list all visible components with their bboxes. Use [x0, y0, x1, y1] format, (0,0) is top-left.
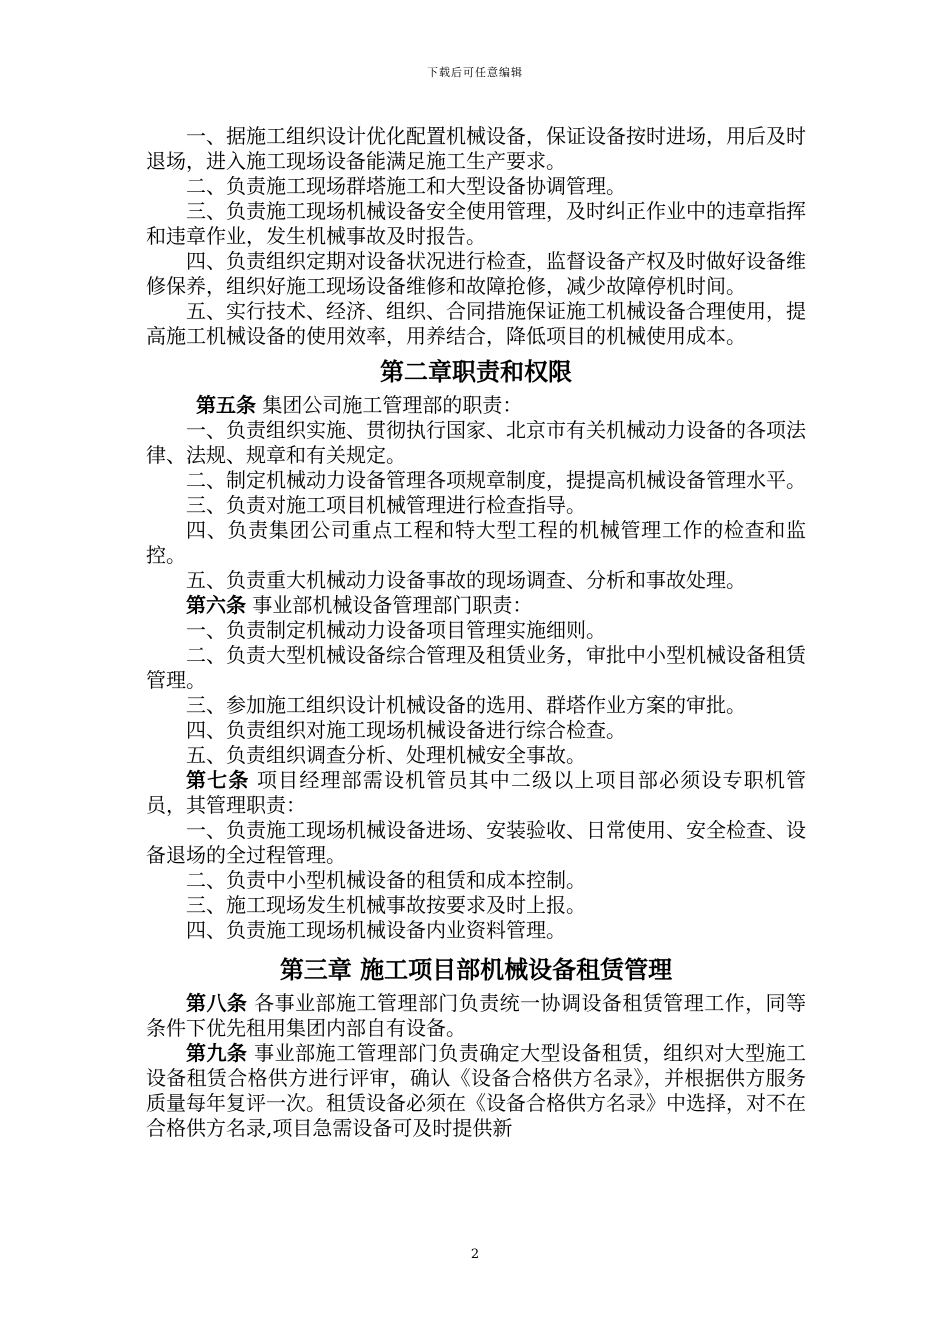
article-paragraph — [146, 393, 806, 418]
article-text: 各事业部施工管理部门负责统一协调设备租赁管理工作，同等条件下优先租用集团内部自有设备。 — [146, 991, 807, 1040]
chapter-heading: 第二章职责和权限 — [380, 357, 572, 386]
paragraph: 四、负责组织定期对设备状况进行检查，监督设备产权及时做好设备维修保养，组织好施工现场设备维修和故障抢修，减少故障停机时间。 — [146, 249, 806, 298]
paragraph: 二、制定机械动力设备管理各项规章制度，提提高机械设备管理水平。 — [186, 468, 806, 492]
article-label: 第七条 — [186, 768, 250, 792]
paragraph: 一、负责制定机械动力设备项目管理实施细则。 — [186, 618, 606, 642]
article-paragraph — [146, 991, 806, 1041]
article-label: 第六条 — [186, 593, 246, 617]
paragraph: 四、负责集团公司重点工程和特大型工程的机械管理工作的检查和监控。 — [146, 518, 806, 567]
page-number: 2 — [470, 1247, 480, 1262]
document-body — [146, 124, 806, 1141]
article-label: 第八条 — [186, 991, 248, 1015]
article-text: 项目经理部需设机管员其中二级以上项目部必须设专职机管员，其管理职责： — [146, 768, 807, 817]
article-label: 第五条 — [196, 393, 256, 417]
article-paragraph — [146, 768, 806, 818]
paragraph: 二、负责中小型机械设备的租赁和成本控制。 — [186, 868, 586, 892]
paragraph: 四、负责组织对施工现场机械设备进行综合检查。 — [186, 718, 626, 742]
article-text: 事业部机械设备管理部门职责： — [246, 593, 533, 617]
paragraph: 五、负责组织调查分析、处理机械安全事故。 — [186, 743, 586, 767]
paragraph: 五、实行技术、经济、组织、合同措施保证施工机械设备合理使用，提高施工机械设备的使用效率，用养结合，降低项目的机械使用成本。 — [146, 299, 806, 348]
page-header: 下载后可任意编辑 — [427, 66, 523, 79]
paragraph: 五、负责重大机械动力设备事故的现场调查、分析和事故处理。 — [186, 568, 746, 592]
paragraph: 二、负责大型机械设备综合管理及租赁业务，审批中小型机械设备租赁管理。 — [146, 643, 806, 692]
paragraph: 三、参加施工组织设计机械设备的选用、群塔作业方案的审批。 — [186, 693, 746, 717]
article-paragraph — [146, 1041, 806, 1141]
paragraph: 三、负责对施工项目机械管理进行检查指导。 — [186, 493, 586, 517]
paragraph: 三、施工现场发生机械事故按要求及时上报。 — [186, 893, 586, 917]
article-text: 集团公司施工管理部的职责： — [256, 393, 523, 417]
article-text: 事业部施工管理部门负责确定大型设备租赁，组织对大型施工设备租赁合格供方进行评审，确认《设备合格供方名录》，并根据供方服务质量每年复评一次。租赁设备必须在《设备合格供方名录》中选择，对不在合格供方名录,项目急需设备可及时提供新 — [146, 1041, 807, 1140]
paragraph: 三、负责施工现场机械设备安全使用管理，及时纠正作业中的违章指挥和违章作业，发生机械事故及时报告。 — [146, 199, 806, 248]
paragraph: 一、负责组织实施、贯彻执行国家、北京市有关机械动力设备的各项法律、法规、规章和有关规定。 — [146, 418, 806, 467]
article-label: 第九条 — [186, 1041, 248, 1065]
paragraph: 一、据施工组织设计优化配置机械设备，保证设备按时进场，用后及时退场，进入施工现场设备能满足施工生产要求。 — [146, 124, 806, 173]
chapter-heading: 第三章 施工项目部机械设备租赁管理 — [279, 955, 673, 984]
article-paragraph — [146, 593, 806, 618]
paragraph: 四、负责施工现场机械设备内业资料管理。 — [186, 918, 566, 942]
paragraph: 一、负责施工现场机械设备进场、安装验收、日常使用、安全检查、设备退场的全过程管理。 — [146, 818, 806, 867]
paragraph: 二、负责施工现场群塔施工和大型设备协调管理。 — [186, 174, 626, 198]
